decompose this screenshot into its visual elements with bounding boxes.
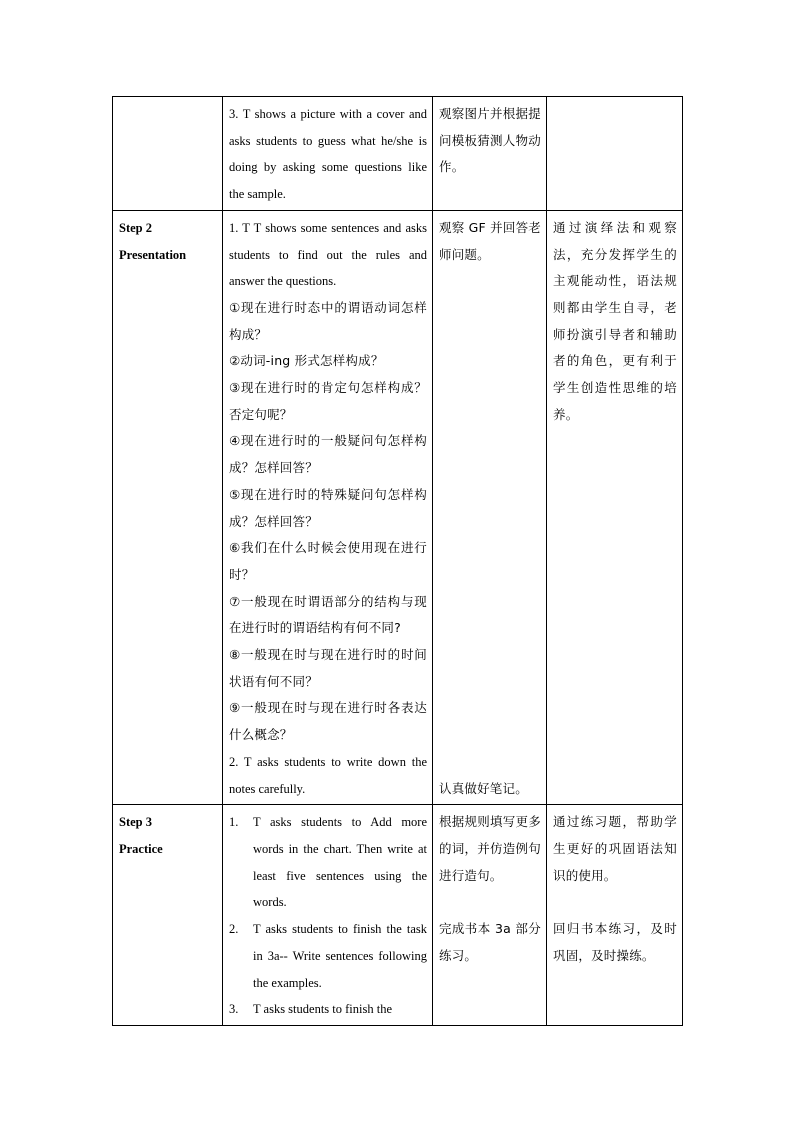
step-name: Practice — [119, 841, 163, 856]
question-item: ③现在进行时的肯定句怎样构成？否定句呢？ — [229, 380, 427, 422]
question-item: ⑥我们在什么时候会使用现在进行时？ — [229, 540, 427, 582]
list-text: T asks students to Add more words in the chart. Then write at least five sentences using the words. — [253, 815, 427, 910]
student-activity-cell — [433, 97, 547, 211]
list-item — [229, 809, 427, 916]
list-number: 1. — [229, 815, 239, 830]
table-row — [113, 210, 683, 804]
purpose-bottom: 回归书本练习，及时巩固，及时操练。 — [553, 921, 677, 963]
step-number: Step 3 — [119, 815, 152, 830]
purpose-top: 通过练习题，帮助学生更好的巩固语法知识的使用。 — [553, 814, 677, 883]
question-item: ④现在进行时的一般疑问句怎样构成？怎样回答？ — [229, 433, 427, 476]
question-item: ⑧一般现在时与现在进行时的时间状语有何不同？ — [229, 647, 427, 689]
activity-intro: 1. T T shows some sentences and asks students to find out the rules and answer the questions. — [229, 220, 427, 289]
teacher-activity-cell — [223, 97, 433, 211]
step-number: Step 2 — [119, 220, 152, 235]
step-cell — [113, 805, 223, 1026]
student-activity-top: 根据规则填写更多的词，并仿造例句进行造句。 — [439, 814, 541, 883]
list-number: 2. — [229, 922, 239, 937]
student-activity-bottom: 认真做好笔记。 — [439, 780, 528, 796]
list-text: T asks students to finish the task in 3a-- Write sentences following the examples. — [253, 922, 427, 990]
purpose-cell — [547, 210, 683, 804]
purpose-text: 通过演绎法和观察法，充分发挥学生的主观能动性，语法规则都由学生自寻，老师扮演引导者和辅助者的角色，更有利于学生创造性思维的培养。 — [553, 219, 677, 422]
student-activity-cell — [433, 210, 547, 804]
question-item: ①现在进行时态中的谓语动词怎样构成？ — [229, 299, 427, 342]
student-activity-bottom: 完成书本 3a 部分练习。 — [439, 921, 541, 963]
question-item: ⑨一般现在时与现在进行时各表达什么概念？ — [229, 700, 427, 743]
step-cell — [113, 97, 223, 211]
student-activity-cell — [433, 805, 547, 1026]
list-text: T asks students to finish the — [253, 1002, 393, 1017]
list-item — [229, 996, 427, 1023]
activity-text: 3. T shows a picture with a cover and asks students to guess what he/she is doing by asking some questions like the sample. — [229, 107, 427, 202]
purpose-cell — [547, 97, 683, 211]
teacher-activity-cell — [223, 210, 433, 804]
student-activity-text: 观察图片并根据提问模板猜测人物动作。 — [439, 106, 541, 175]
step-cell — [113, 210, 223, 804]
table-row — [113, 805, 683, 1026]
purpose-cell — [547, 805, 683, 1026]
spacer — [553, 889, 677, 916]
student-activity-top: 观察 GF 并回答老师问题。 — [439, 219, 541, 262]
question-item: ⑤现在进行时的特殊疑问句怎样构成？怎样回答？ — [229, 486, 427, 529]
step-name: Presentation — [119, 247, 187, 262]
activity-outro: 2. T asks students to write down the notes carefully. — [229, 754, 427, 796]
list-number: 3. — [229, 1002, 239, 1017]
question-item: ②动词-ing 形式怎样构成？ — [229, 353, 384, 369]
table-row — [113, 97, 683, 211]
question-item: ⑦一般现在时谓语部分的结构与现在进行时的谓语结构有何不同? — [229, 593, 427, 636]
list-item — [229, 916, 427, 996]
teacher-activity-cell — [223, 805, 433, 1026]
spacer — [439, 889, 541, 916]
lesson-plan-table — [112, 96, 683, 1026]
